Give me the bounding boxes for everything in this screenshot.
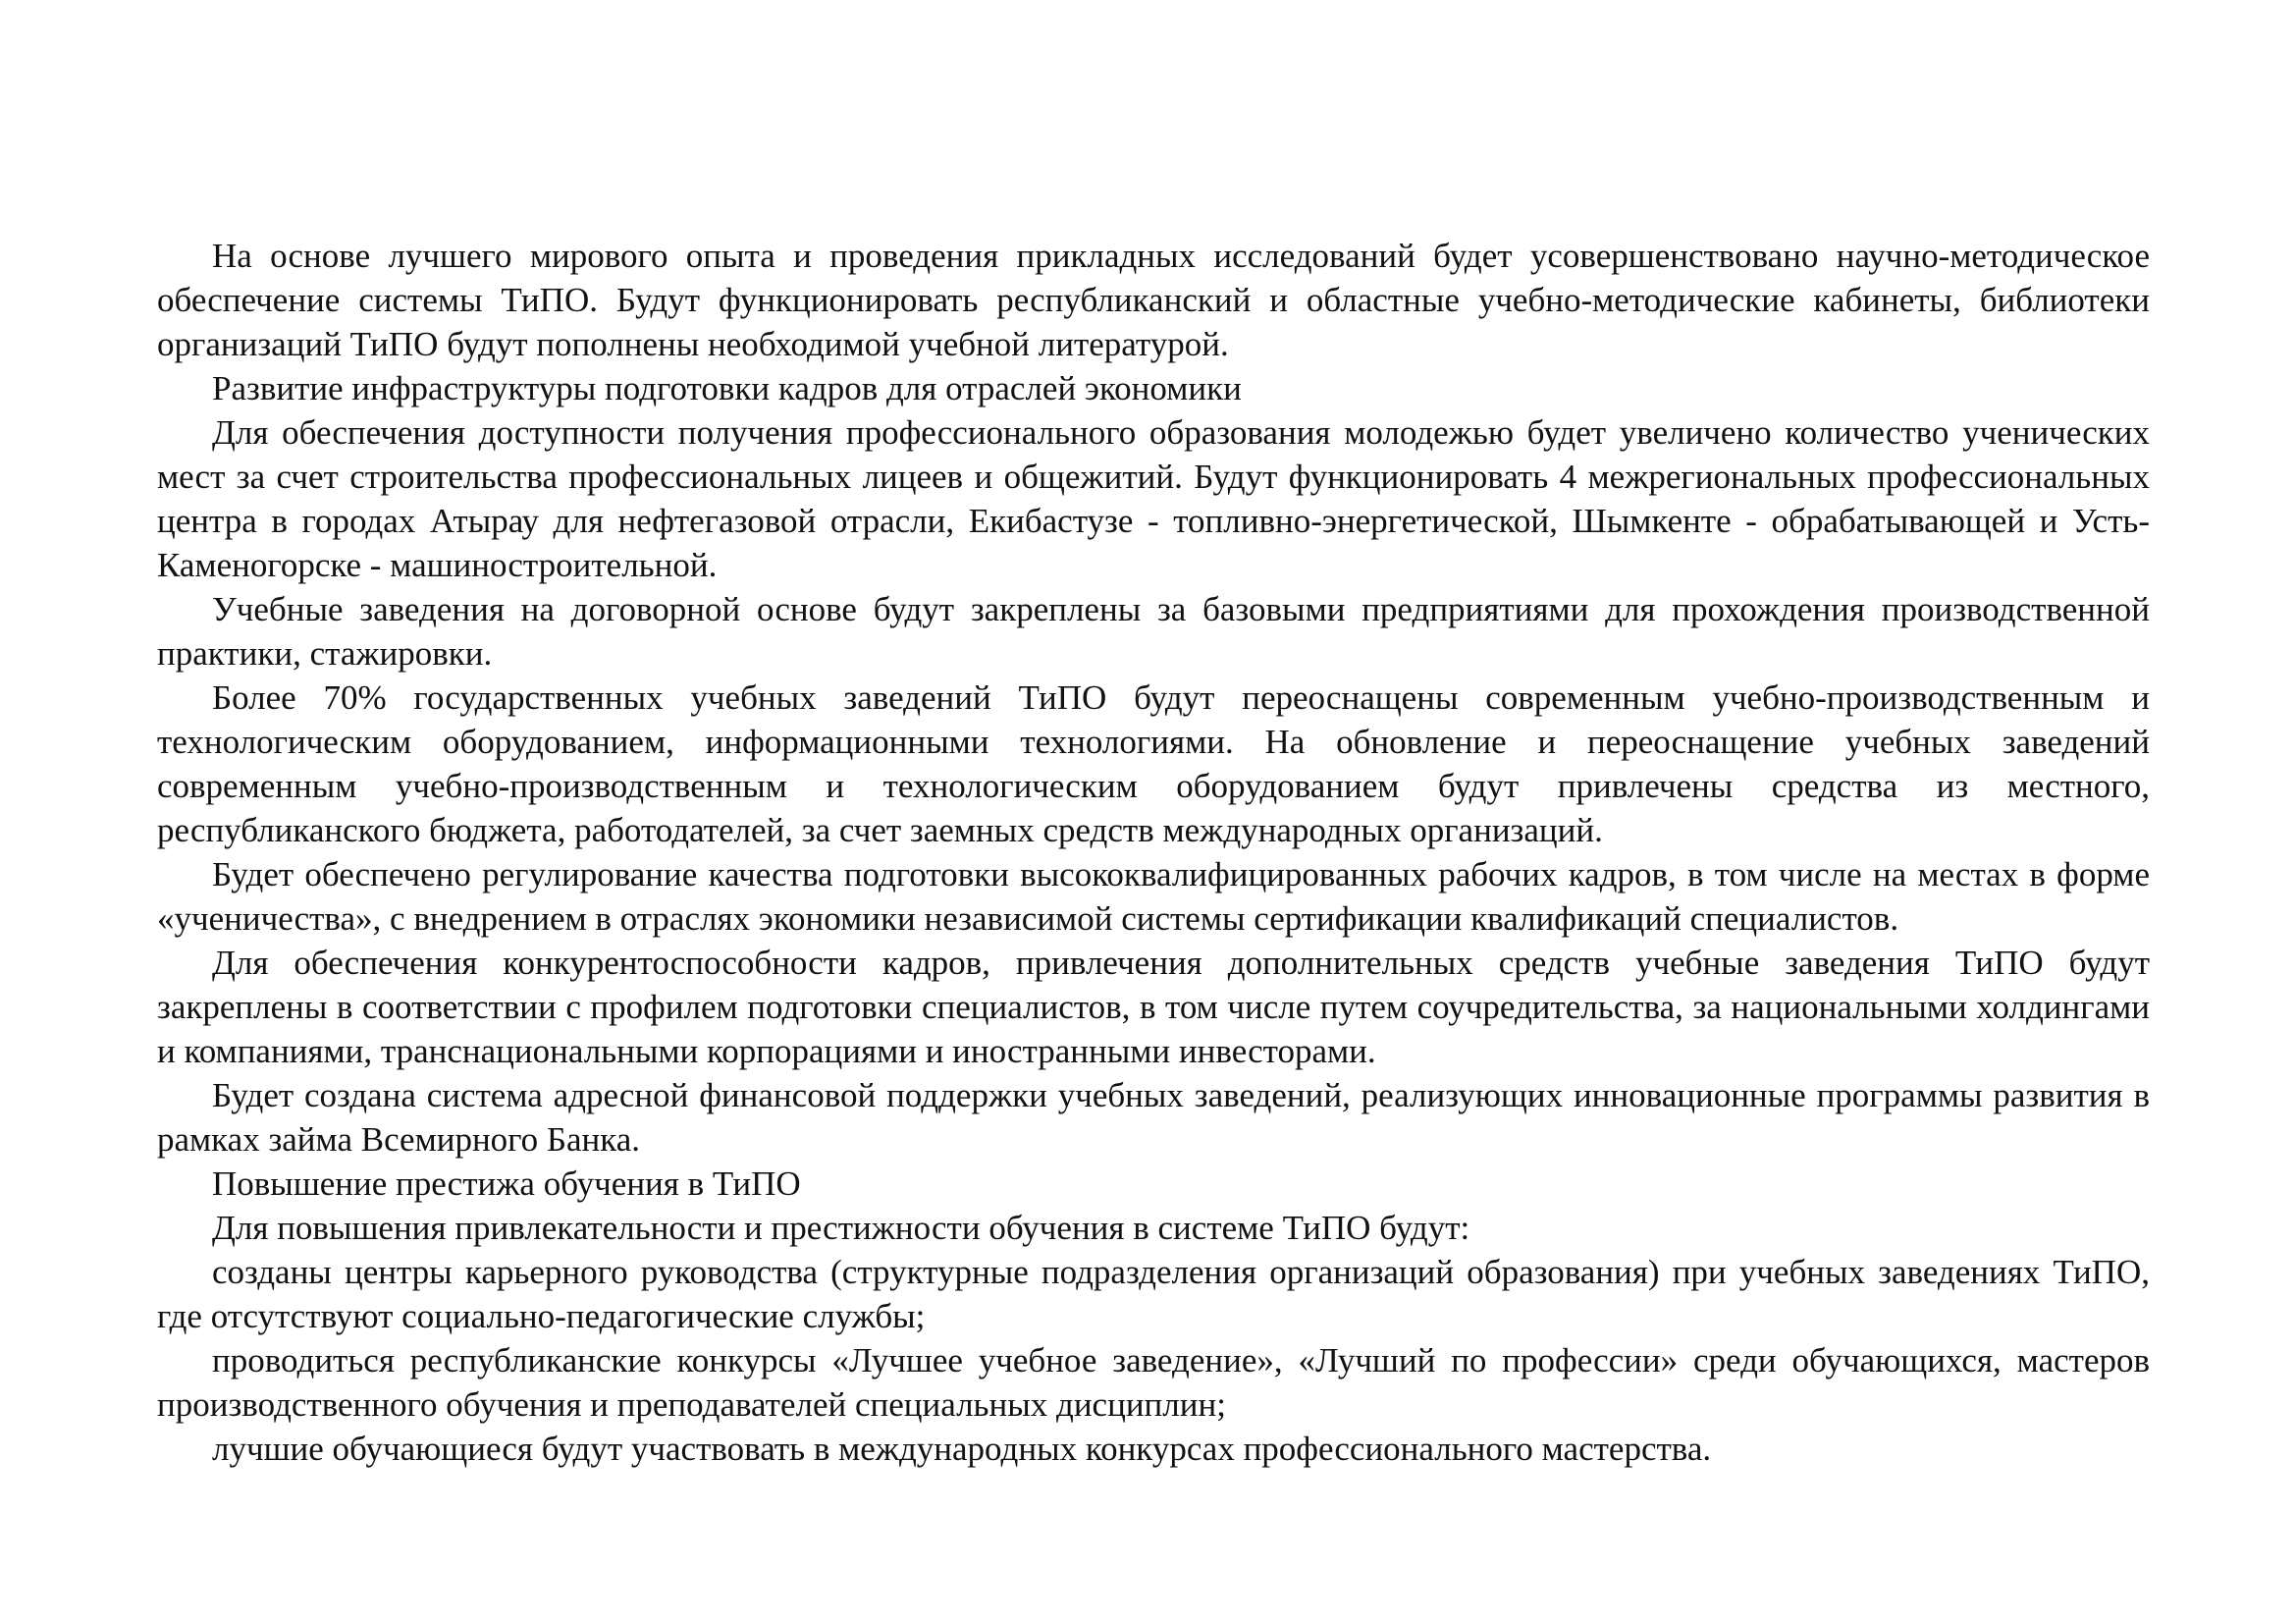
- heading-infrastructure: Развитие инфраструктуры подготовки кадров для отраслей экономики: [212, 369, 1242, 407]
- list-item-competitions: проводиться республиканские конкурсы «Лучшее учебное заведение», «Лучший по профессии» среди обучающихся, мастеров производственного обучения и преподавателей специальных дисциплин;: [157, 1341, 2150, 1424]
- paragraph-methodology: На основе лучшего мирового опыта и проведения прикладных исследований будет усовершенствовано научно-методическое обеспечение системы ТиПО. Будут функционировать республиканский и областные учебно-методические кабинеты, библиотеки организаций ТиПО будут пополнены необходимой учебной литературой.: [157, 237, 2150, 363]
- heading-prestige: Повышение престижа обучения в ТиПО: [212, 1164, 801, 1203]
- paragraph-equipment: Более 70% государственных учебных заведений ТиПО будут переоснащены современным учебно-производственным и технологическим оборудованием, информационными технологиями. На обновление и переоснащение учебных заведений современным учебно-производственным и технологическим оборудованием будут привлечены средства из местного, республиканского бюджета, работодателей, за счет заемных средств международных организаций.: [157, 678, 2150, 849]
- list-item-career-centers: созданы центры карьерного руководства (структурные подразделения организаций образования) при учебных заведениях ТиПО, где отсутствуют социально-педагогические службы;: [157, 1253, 2150, 1335]
- paragraph-competitiveness: Для обеспечения конкурентоспособности кадров, привлечения дополнительных средств учебные заведения ТиПО будут закреплены в соответствии с профилем подготовки специалистов, в том числе путем соучредительства, за национальными холдингами и компаниями, транснациональными корпорациями и иностранными инвесторами.: [157, 944, 2150, 1070]
- paragraph-attractiveness: Для повышения привлекательности и престижности обучения в системе ТиПО будут:: [212, 1209, 1470, 1247]
- list-item-international: лучшие обучающиеся будут участвовать в международных конкурсах профессионального мастерства.: [212, 1430, 1712, 1468]
- paragraph-access: Для обеспечения доступности получения профессионального образования молодежью будет увеличено количество ученических мест за счет строительства профессиональных лицеев и общежитий. Будут функционировать 4 межрегиональных профессиональных центра в городах Атырау для нефтегазовой отрасли, Екибастузе - топливно-энергетической, Шымкенте - обрабатывающей и Усть-Каменогорске - машиностроительной.: [157, 413, 2150, 584]
- paragraph-base-enterprises: Учебные заведения на договорной основе будут закреплены за базовыми предприятиями для прохождения производственной практики, стажировки.: [157, 590, 2150, 673]
- document-body: [157, 234, 2150, 1471]
- paragraph-financial-support: Будет создана система адресной финансовой поддержки учебных заведений, реализующих инновационные программы развития в рамках займа Всемирного Банка.: [157, 1076, 2150, 1159]
- paragraph-quality: Будет обеспечено регулирование качества подготовки высококвалифицированных рабочих кадров, в том числе на местах в форме «ученичества», с внедрением в отраслях экономики независимой системы сертификации квалификаций специалистов.: [157, 855, 2150, 938]
